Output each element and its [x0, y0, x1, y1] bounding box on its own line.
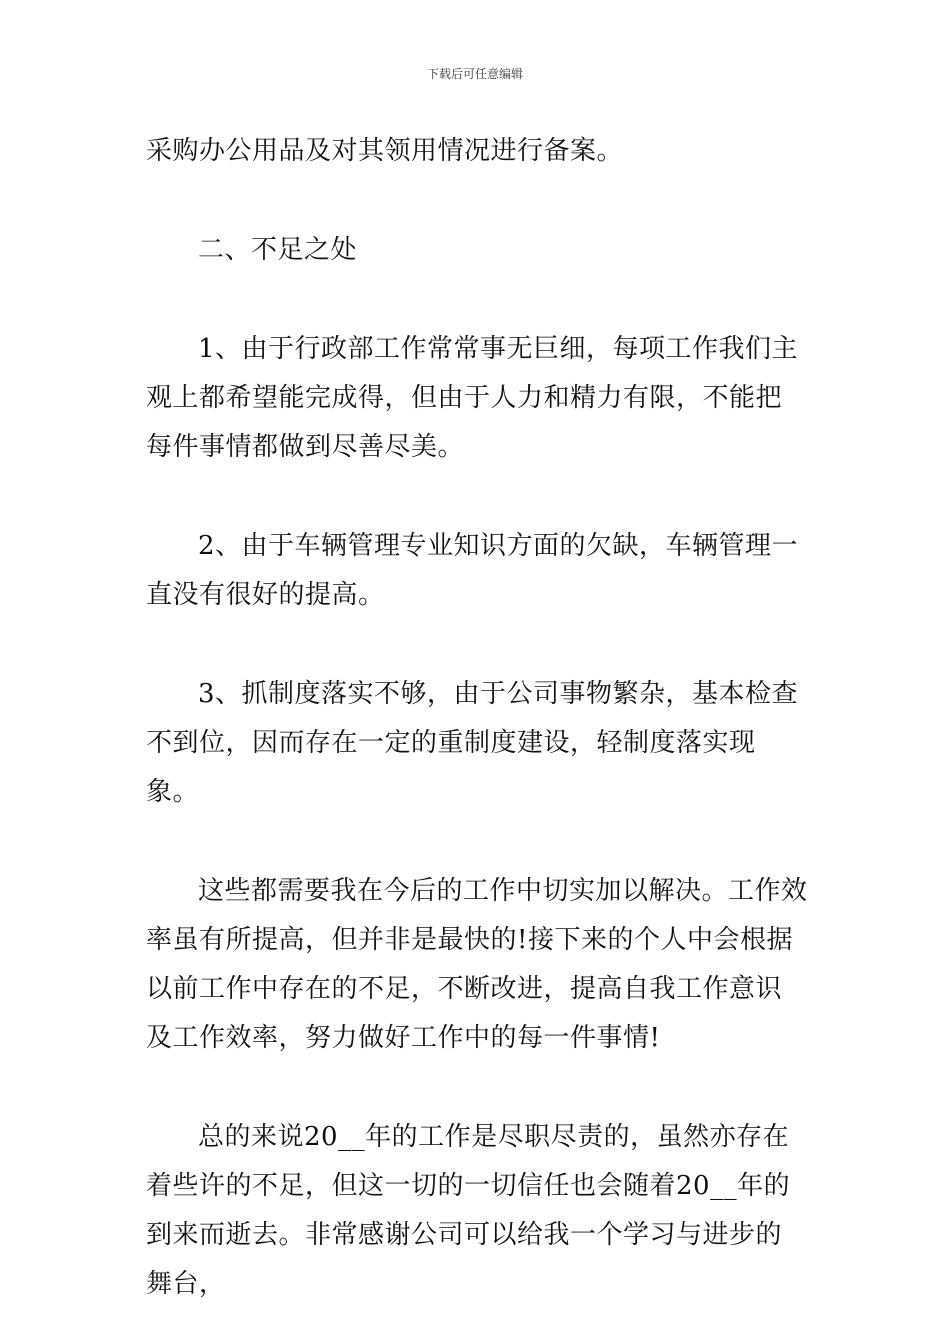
paragraph-item-2: 2、由于车辆管理专业知识方面的欠缺，车辆管理一直没有很好的提高。: [146, 531, 799, 610]
paragraph-improvement: 这些都需要我在今后的工作中切实加以解决。工作效率虽有所提高，但并非是最快的!接下来的个人中会根据以前工作中存在的不足，不断改进，提高自我工作意识及工作效率，努力做好工作中的每一件事情!: [146, 876, 808, 1053]
paragraph-summary: 总的来说20__年的工作是尽职尽责的，虽然亦存在着些许的不足，但这一切的一切信任也会随着20__年的到来而逝去。非常感谢公司可以给我一个学习与进步的舞台，: [146, 1122, 791, 1299]
paragraph-continuation: 采购办公用品及对其领用情况进行备案。: [146, 136, 624, 166]
paragraph-item-1: 1、由于行政部工作常常事无巨细，每项工作我们主观上都希望能完成得，但由于人力和精力有限，不能把每件事情都做到尽善尽美。: [146, 334, 799, 462]
document-body: [146, 127, 808, 1309]
page-header: 下载后可任意编辑: [426, 67, 523, 81]
paragraph-item-3: 3、抓制度落实不够，由于公司事物繁杂，基本检查不到位，因而存在一定的重制度建设，轻制度落实现象。: [146, 679, 799, 807]
section-heading: 二、不足之处: [198, 235, 358, 265]
